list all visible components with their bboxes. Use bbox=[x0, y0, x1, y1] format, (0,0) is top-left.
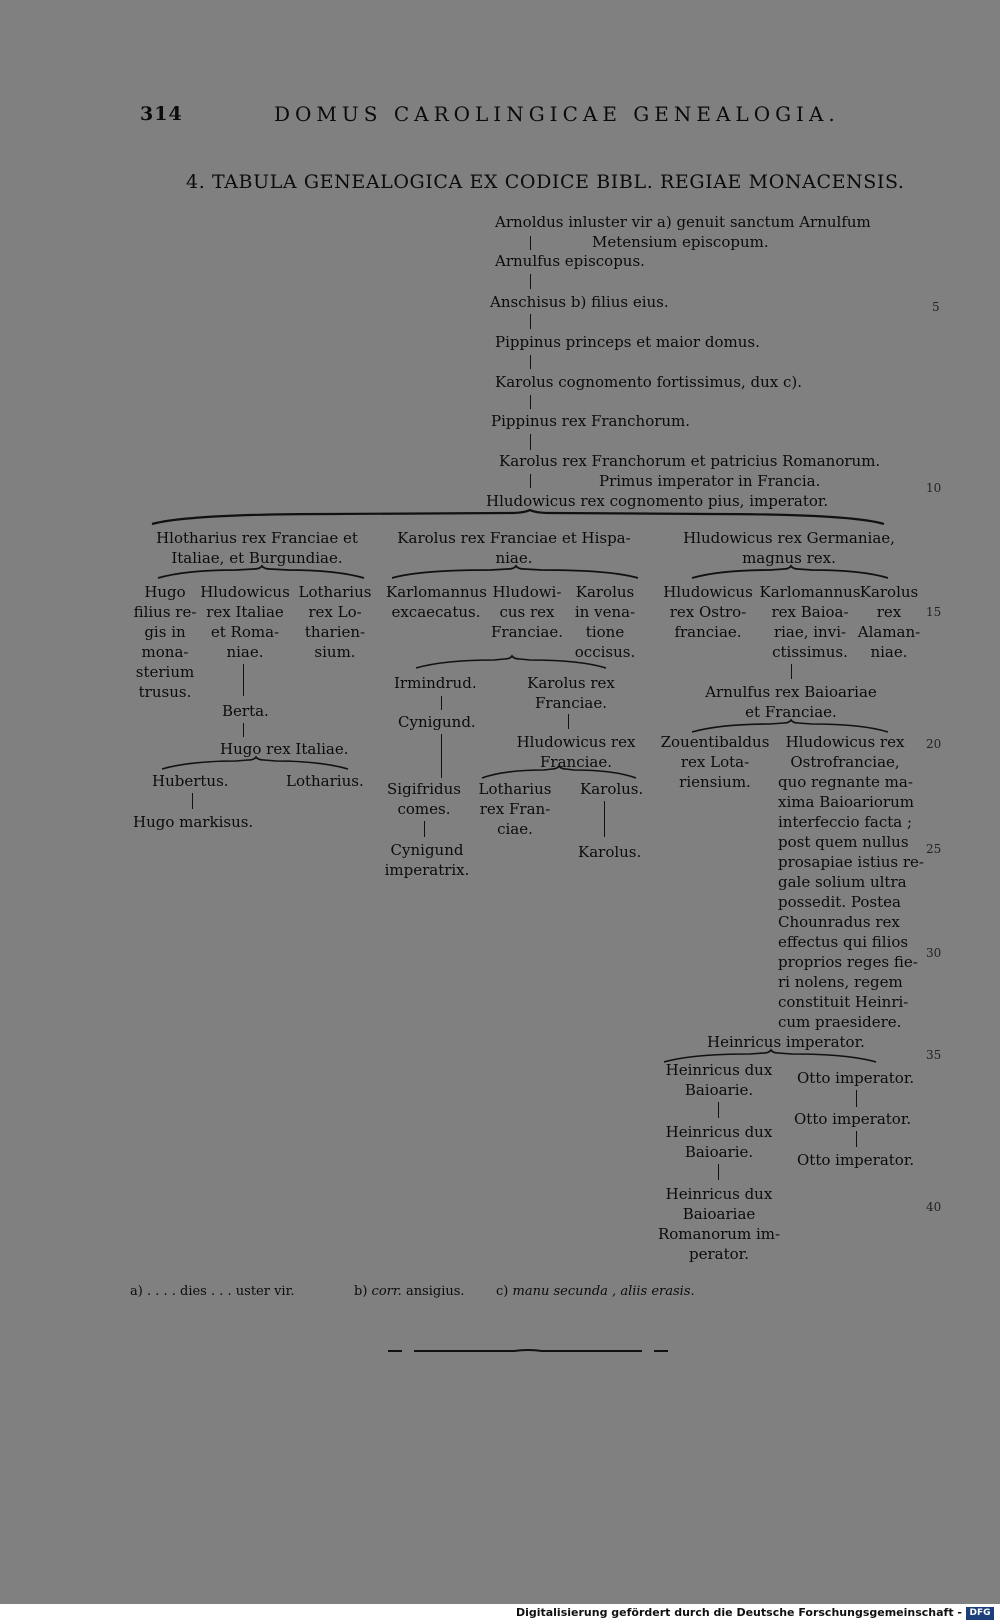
karolus-hispaniae-head-cont: niae. bbox=[495, 549, 533, 567]
trunk-pippinus: Pippinus princeps et maior domus. bbox=[495, 333, 760, 351]
karolus-occisus-l4: occisus. bbox=[574, 643, 636, 661]
karlomannus-baioariae-l2: rex Baioa- bbox=[771, 603, 849, 621]
hugo-filius-l2: filius re- bbox=[133, 603, 197, 621]
hludowicus-franciae-child: Hludowi- bbox=[492, 583, 562, 601]
footnote-c bbox=[496, 1284, 695, 1299]
lotharius-rex-franciae-l2: rex Fran- bbox=[479, 800, 551, 818]
hludowicus-italiae-l4: niae. bbox=[226, 643, 264, 661]
arnulfus-baioariae: Arnulfus rex Baioariae bbox=[705, 683, 877, 701]
lotharius-lotariensium-l2: rex Lo- bbox=[308, 603, 362, 621]
hugo-filius-l4: mona- bbox=[141, 643, 189, 661]
zouentibaldus-l3: riensium. bbox=[679, 773, 751, 791]
trunk-karolus-cont: Primus imperator in Francia. bbox=[599, 472, 821, 490]
trunk-hludowicus-pius: Hludowicus rex cognomento pius, imperator. bbox=[486, 492, 829, 510]
hludowicus-rex-franciae-cont: Franciae. bbox=[540, 753, 612, 771]
footnote-b-text: ansigius. bbox=[405, 1284, 465, 1299]
connector-line bbox=[530, 474, 531, 488]
hludowicus-infans-l9: possedit. Postea bbox=[778, 893, 901, 911]
hludowicus-infans-l10: Chounradus rex bbox=[778, 913, 900, 931]
connector-line bbox=[424, 821, 425, 837]
connector-line bbox=[718, 1102, 719, 1118]
hludowicus-franciae-child-l3: Franciae. bbox=[491, 623, 563, 641]
hludowicus-infans-l3: quo regnante ma- bbox=[778, 773, 913, 791]
connector-line bbox=[568, 714, 569, 729]
heinricus-dux-2-cont: Baioarie. bbox=[684, 1143, 754, 1161]
hludowicus-infans-l11: effectus qui filios bbox=[778, 933, 909, 951]
connector-line bbox=[530, 274, 531, 289]
heinricus-dux-3-l3: Romanorum im- bbox=[657, 1225, 781, 1243]
trunk-arnoldus-cont: Metensium episcopum. bbox=[592, 233, 769, 251]
hludowicus-infans-l7: prosapiae istius re- bbox=[778, 853, 924, 871]
hludowicus-infans-l15: cum praesidere. bbox=[778, 1013, 902, 1031]
zouentibaldus-l2: rex Lota- bbox=[680, 753, 750, 771]
footnote-a: a) . . . . dies . . . uster vir. bbox=[130, 1284, 295, 1299]
brace-hludowicus-pius bbox=[150, 510, 886, 528]
connector-line bbox=[856, 1131, 857, 1147]
page-number: 314 bbox=[140, 103, 183, 125]
lotharius-hugonis: Lotharius. bbox=[286, 772, 364, 790]
karolus-occisus-l2: in vena- bbox=[574, 603, 636, 621]
lotharius-rex-franciae-l3: ciae. bbox=[497, 820, 533, 838]
heinricus-dux-3-l2: Baioariae bbox=[682, 1205, 756, 1223]
footnote-b-italic: corr. bbox=[371, 1284, 402, 1299]
karolus-hispaniae-head: Karolus rex Franciae et Hispa- bbox=[397, 529, 631, 547]
dfg-logo: DFG bbox=[966, 1607, 994, 1620]
connector-line bbox=[243, 664, 244, 696]
heinricus-dux-1: Heinricus dux bbox=[665, 1061, 773, 1079]
connector-line bbox=[530, 314, 531, 329]
hludowicus-germaniae-head: Hludowicus rex Germaniae, bbox=[683, 529, 895, 547]
trunk-anschisus: Anschisus b) filius eius. bbox=[490, 293, 669, 311]
footnote-b-marker: b) bbox=[354, 1284, 368, 1299]
cynigund: Cynigund. bbox=[398, 713, 476, 731]
hugo-rex-italiae: Hugo rex Italiae. bbox=[220, 740, 349, 758]
arnulfus-baioariae-cont: et Franciae. bbox=[745, 703, 837, 721]
line-number-20: 20 bbox=[926, 737, 942, 751]
hugo-markisus: Hugo markisus. bbox=[133, 813, 254, 831]
table-title: 4. TABULA GENEALOGICA EX CODICE BIBL. REGIAE MONACENSIS. bbox=[186, 171, 905, 193]
karlomannus-excaecatus-l2: excaecatus. bbox=[391, 603, 481, 621]
hubertus: Hubertus. bbox=[152, 772, 229, 790]
footnote-c-marker: c) bbox=[496, 1284, 509, 1299]
hludowicus-italiae: Hludowicus bbox=[200, 583, 290, 601]
hludowicus-infans-l4: xima Baioariorum bbox=[778, 793, 914, 811]
hludowicus-rex-franciae: Hludowicus rex bbox=[516, 733, 636, 751]
trunk-arnoldus: Arnoldus inluster vir a) genuit sanctum Arnulfum bbox=[495, 213, 871, 231]
heinricus-dux-3: Heinricus dux bbox=[665, 1185, 773, 1203]
sigifridus-comes: Sigifridus bbox=[387, 780, 461, 798]
hludowicus-ostrofranciae-l3: franciae. bbox=[674, 623, 742, 641]
connector-line bbox=[791, 664, 792, 679]
connector-line bbox=[441, 696, 442, 710]
sigifridus-comes-cont: comes. bbox=[397, 800, 451, 818]
line-number-5: 5 bbox=[932, 300, 940, 314]
karolus-alamanniae-l4: niae. bbox=[870, 643, 908, 661]
hludowicus-italiae-l3: et Roma- bbox=[210, 623, 280, 641]
hludowicus-infans-l13: ri nolens, regem bbox=[778, 973, 903, 991]
hludowicus-infans-l1: Hludowicus rex bbox=[785, 733, 905, 751]
hugo-filius-l6: trusus. bbox=[138, 683, 192, 701]
connector-line bbox=[718, 1164, 719, 1180]
karolus-rex-franciae: Karolus rex bbox=[527, 674, 615, 692]
karlomannus-excaecatus: Karlomannus bbox=[386, 583, 487, 601]
connector-line bbox=[604, 801, 605, 837]
hludowicus-infans-l12: proprios reges fie- bbox=[778, 953, 918, 971]
hlotharius-head: Hlotharius rex Franciae et bbox=[156, 529, 358, 547]
otto-imperator-2: Otto imperator. bbox=[794, 1110, 912, 1128]
connector-line bbox=[530, 236, 531, 250]
hludowicus-franciae-child-l2: cus rex bbox=[499, 603, 555, 621]
running-title: DOMUS CAROLINGICAE GENEALOGIA. bbox=[274, 102, 840, 126]
otto-imperator-1: Otto imperator. bbox=[797, 1069, 915, 1087]
line-number-40: 40 bbox=[926, 1200, 942, 1214]
hludowicus-infans-l14: constituit Heinri- bbox=[778, 993, 909, 1011]
cynigund-imperatrix-cont: imperatrix. bbox=[384, 861, 470, 879]
lotharius-rex-franciae: Lotharius bbox=[478, 780, 552, 798]
trunk-karolus-magnus: Karolus rex Franchorum et patricius Romanorum. bbox=[499, 452, 881, 470]
brace-hlotharius bbox=[156, 565, 366, 581]
karolus-alamanniae-l3: Alaman- bbox=[857, 623, 921, 641]
footer-funding-text: Digitalisierung gefördert durch die Deutsche Forschungsgemeinschaft - bbox=[515, 1606, 962, 1619]
hludowicus-infans-l6: post quem nullus bbox=[778, 833, 909, 851]
connector-line bbox=[530, 395, 531, 409]
brace-hugo-italiae bbox=[160, 756, 350, 772]
heinricus-dux-2: Heinricus dux bbox=[665, 1123, 773, 1141]
trunk-karolus-martel: Karolus cognomento fortissimus, dux c). bbox=[495, 373, 802, 391]
heinricus-dux-1-cont: Baioarie. bbox=[684, 1081, 754, 1099]
lotharius-lotariensium: Lotharius bbox=[298, 583, 372, 601]
brace-karolus-hispaniae bbox=[390, 565, 640, 581]
footnote-b bbox=[354, 1284, 465, 1299]
trunk-pippinus-rex: Pippinus rex Franchorum. bbox=[491, 412, 691, 430]
connector-line bbox=[530, 355, 531, 369]
hlotharius-head-cont: Italiae, et Burgundiae. bbox=[171, 549, 343, 567]
heinricus-imperator: Heinricus imperator. bbox=[707, 1033, 865, 1051]
cynigund-imperatrix: Cynigund bbox=[390, 841, 464, 859]
line-number-30: 30 bbox=[926, 946, 942, 960]
hludowicus-infans-l8: gale solium ultra bbox=[778, 873, 907, 891]
line-number-25: 25 bbox=[926, 842, 942, 856]
hludowicus-ostrofranciae-l2: rex Ostro- bbox=[669, 603, 747, 621]
hludowicus-italiae-l2: rex Italiae bbox=[206, 603, 284, 621]
hludowicus-infans-l5: interfeccio facta ; bbox=[778, 813, 913, 831]
hugo-filius: Hugo bbox=[144, 583, 186, 601]
brace-hludowicus-franciae bbox=[414, 655, 608, 671]
hludowicus-germaniae-head-cont: magnus rex. bbox=[742, 549, 836, 567]
trunk-arnulfus: Arnulfus episcopus. bbox=[495, 252, 645, 270]
connector-line bbox=[192, 793, 193, 809]
irmindrud: Irmindrud. bbox=[394, 674, 477, 692]
heinricus-dux-3-l4: perator. bbox=[689, 1245, 749, 1263]
connector-line bbox=[243, 723, 244, 737]
line-number-35: 35 bbox=[926, 1048, 942, 1062]
karlomannus-baioariae: Karlomannus bbox=[759, 583, 861, 601]
connector-line bbox=[530, 434, 531, 450]
karlomannus-baioariae-l4: ctissimus. bbox=[772, 643, 848, 661]
hludowicus-infans-l2: Ostrofranciae, bbox=[790, 753, 900, 771]
karolus-occisus: Karolus bbox=[575, 583, 635, 601]
footnote-c-italic: manu secunda , aliis erasis. bbox=[512, 1284, 695, 1299]
zouentibaldus: Zouentibaldus bbox=[660, 733, 770, 751]
hugo-filius-l5: sterium bbox=[135, 663, 195, 681]
lotharius-lotariensium-l3: tharien- bbox=[304, 623, 366, 641]
karlomannus-baioariae-l3: riae, invi- bbox=[773, 623, 847, 641]
otto-imperator-3: Otto imperator. bbox=[797, 1151, 915, 1169]
connector-line bbox=[856, 1090, 857, 1107]
lotharius-lotariensium-l4: sium. bbox=[314, 643, 356, 661]
karolus-rex-franciae-cont: Franciae. bbox=[535, 694, 607, 712]
connector-line bbox=[441, 734, 442, 778]
karolus-alamanniae-l2: rex bbox=[876, 603, 902, 621]
karolus-alamanniae: Karolus bbox=[859, 583, 919, 601]
karolus-son: Karolus. bbox=[580, 780, 644, 798]
hugo-filius-l3: gis in bbox=[144, 623, 186, 641]
hludowicus-ostrofranciae: Hludowicus bbox=[663, 583, 753, 601]
karolus-occisus-l3: tione bbox=[585, 623, 625, 641]
brace-hludowicus-germaniae bbox=[690, 565, 890, 581]
end-ornament-rule bbox=[388, 1347, 668, 1355]
karolus-grandson: Karolus. bbox=[578, 843, 642, 861]
line-number-10: 10 bbox=[926, 481, 942, 495]
berta: Berta. bbox=[222, 702, 269, 720]
line-number-15: 15 bbox=[926, 605, 942, 619]
